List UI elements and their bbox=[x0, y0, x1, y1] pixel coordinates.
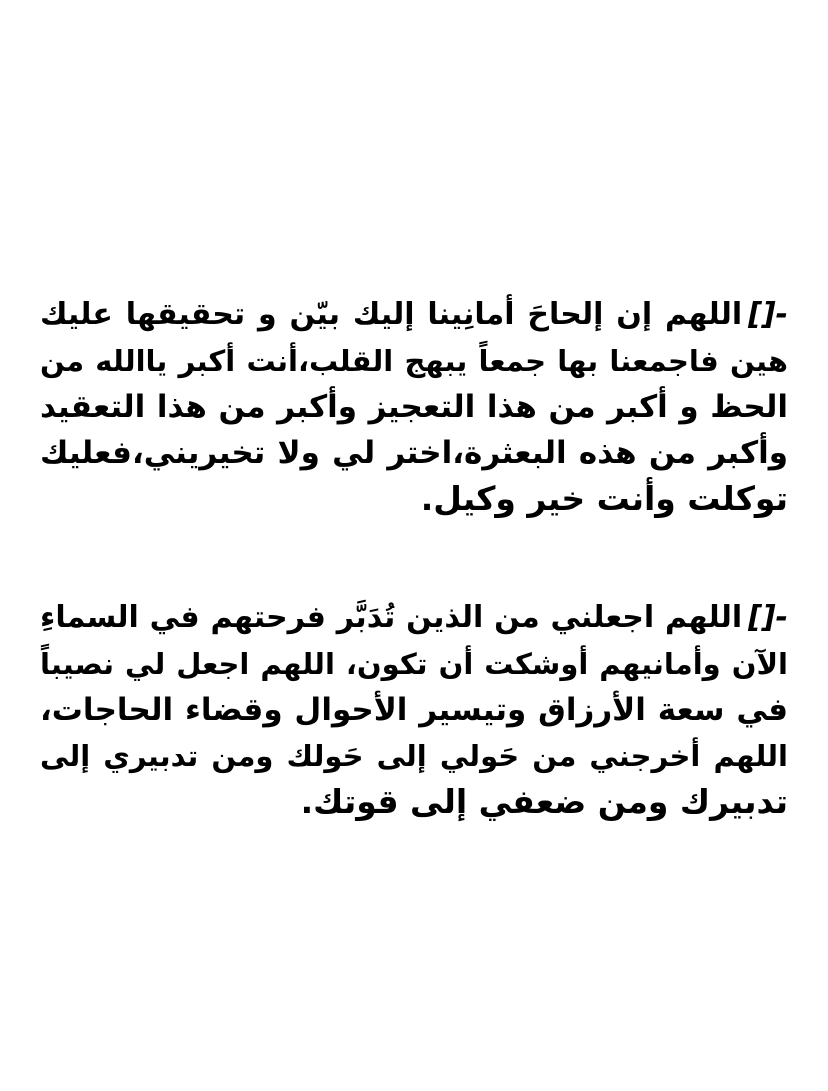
prayer-2-line-1 bbox=[40, 595, 788, 641]
prayer-1-line-2: هين فاجمعنا بها جمعاً يبهج القلب،أنت أكبر ياالله من bbox=[40, 344, 788, 378]
prayer-2-line-5: تدبيرك ومن ضعفي إلى قوتك. bbox=[300, 782, 788, 821]
prayer-paragraph-1 bbox=[40, 292, 788, 522]
prayer-1-line-1 bbox=[40, 292, 788, 338]
prayer-1-marker: -[] bbox=[748, 297, 788, 332]
prayer-1-line-3: الحظ و أكبر من هذا التعجيز وأكبر من هذا التعقيد bbox=[40, 389, 788, 425]
prayer-1-line-4: وأكبر من هذه البعثرة،اختر لي ولا تخيريني،فعليك bbox=[40, 435, 788, 471]
prayer-2-line-4: اللهم أخرجني من حَولي إلى حَولك ومن تدبيري إلى bbox=[40, 739, 788, 773]
prayer-2-marker: -[] bbox=[748, 600, 788, 635]
prayer-paragraph-2 bbox=[40, 595, 788, 825]
prayer-2-line-2: الآن وأمانيهم أوشكت أن تكون، اللهم اجعل لي نصيباً bbox=[40, 647, 788, 681]
prayer-2-line-1-text: اللهم اجعلني من الذين تُدَبَّر فرحتهم في السماءِ bbox=[40, 600, 743, 635]
prayer-1-line-1-text: اللهم إن إلحاحَ أمانِينا إليك بيّن و تحقيقها عليك bbox=[40, 297, 743, 332]
prayer-2-line-3: في سعة الأرزاق وتيسير الأحوال وقضاء الحاجات، bbox=[40, 692, 788, 728]
prayer-1-line-5: توكلت وأنت خير وكيل. bbox=[420, 479, 788, 518]
